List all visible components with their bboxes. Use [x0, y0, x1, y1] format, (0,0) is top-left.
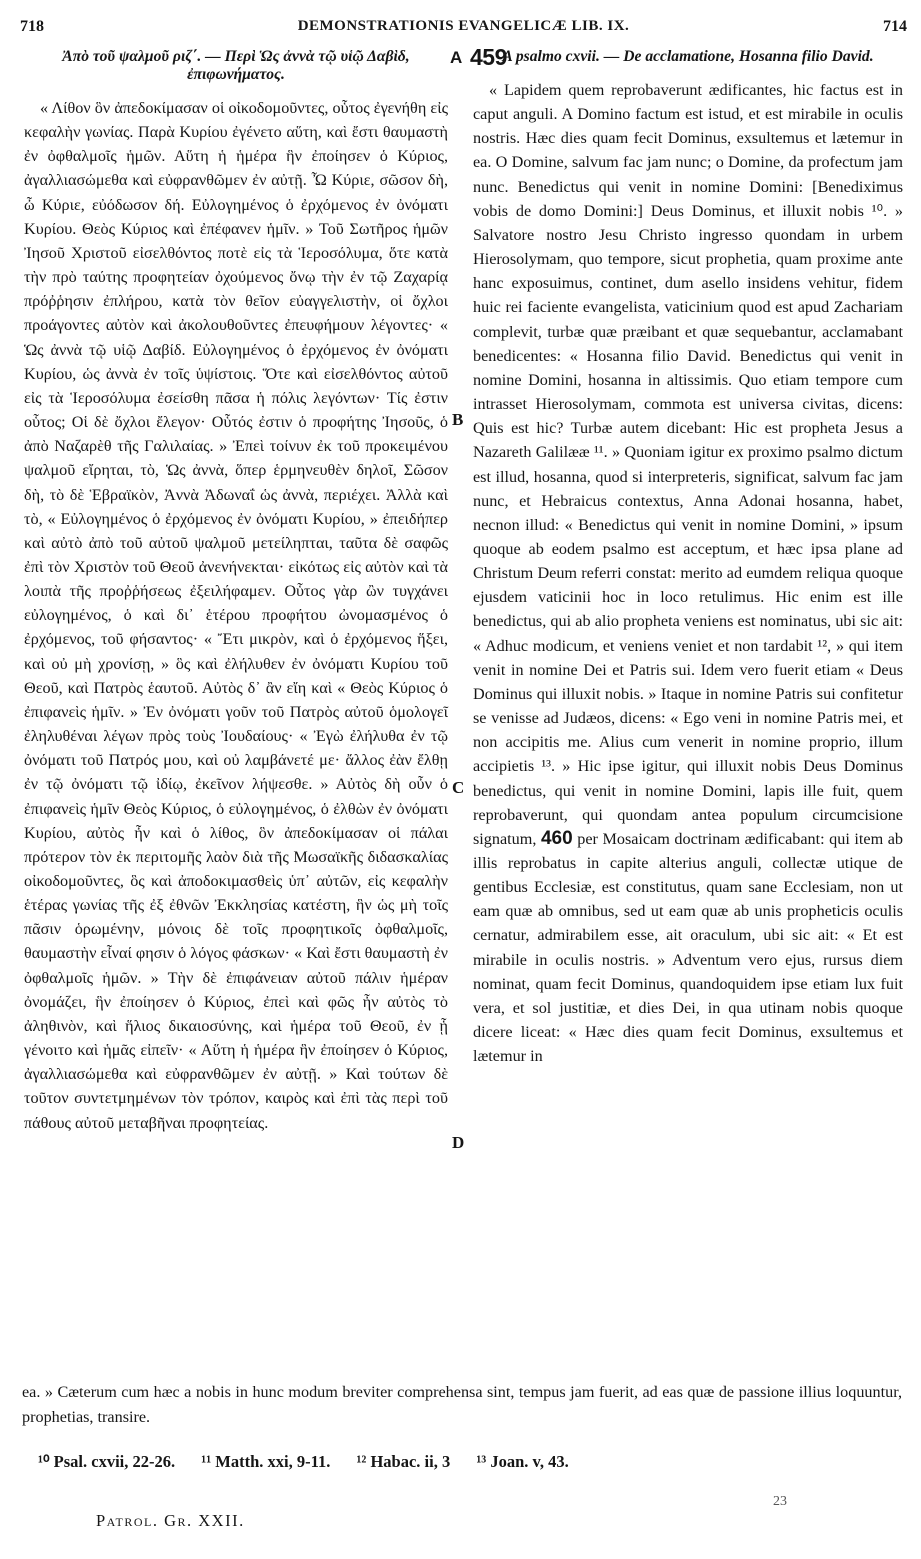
latin-text	[473, 78, 903, 1068]
footnote-12: ¹² Habac. ii, 3	[356, 1452, 451, 1471]
section-marker-a: A	[450, 48, 463, 67]
greek-column	[24, 48, 448, 1135]
footnote-13: ¹³ Joan. v, 43.	[476, 1452, 569, 1471]
signature-mark: 23	[773, 1494, 787, 1509]
greek-heading: Ἀπὸ τοῦ ψαλμοῦ ριζ΄. — Περὶ Ὡς ἀννὰ τῷ υἱῷ Δαβὶδ, ἐπιφωνήματος.	[62, 48, 410, 83]
running-head	[20, 18, 907, 40]
latin-text-continued: ea. » Cæterum cum hæc a nobis in hunc modum breviter comprehensa sint, tempus jam fuerit, ad eas quæ de passione illius loquuntur, prophetias, transire.	[22, 1383, 902, 1426]
latin-column	[473, 48, 903, 1068]
latin-text-part1: « Lapidem quem reprobaverunt ædificantes, hic factus est in caput anguli. A Domino factum est istud, et est mirabile in oculis nostris. Hæc dies quam fecit Dominus, exsultemus et lætemur in ea. O Domine, salvum fac jam nunc; o Domine, da profectum jam nunc. Benedictus qui venit in nomine Domini: [Benediximus vobis de domo Domini:] Deus Dominus, et illuxit nobis ¹⁰. » Salvatore nostro Jesu Christo ingresso quondam in urbem Hierosolymam, quo tempore, sicut prophetia, quam proxime ante hanc exposuimus, continet, dum asello insidens vehitur, fidem huic rei faciente evangelista, vaticinium quod est apud Zachariam complevit, turbæ quæ præibant et quæ sequebantur, acclamabant benedicentes: « Hosanna filio David. Benedictus qui venit in nomine Domini, hosanna in altissimis. Quo etiam tempore cum intrasset Hierosolymam, commota est universa civitas, dicens: Quis est hic? Turbæ autem dicebant: Hic est propheta Jesus a Nazareth Galilææ ¹¹. » Quoniam igitur ex proximo psalmo dictum est illud, hosanna, quod si interpreteris, significat, salvum fac jam nunc, et Hebraicus contextus, Anna Adonai hosanna, habet, necnon illud: « Benedictus qui venit in nomine Domini, » ipsum quoque ab eodem psalmo est acceptum, et hæc ipsa plane ad Christum Deum referri constat: merito ad eumdem reliqua quoque ejusdem vaticinii hoc in loco retulimus. Hic enim est ille benedictus, qui ab alio propheta veniens est nominatus, ubi sic ait: « Adhuc modicum, et veniens veniet et non tardabit ¹², » qui item venit in nomine Dei et Patris sui. Idem vero fuerit etiam « Deus Dominus qui illuxit nobis. » Itaque in nomine Patris sui confitetur se venisse ad Judæos, dicens: « Ego veni in nomine Patris mei, et non accipitis me. Alius cum venerit in nomine proprio, illum accipietis ¹³. » Hic ipse igitur, qui illuxit nobis Deus Dominus benedictus, qui venit in nomine Domini, lapis ille fuit, quem reprobaverunt, qui quondam antea populum circumcisione signatum,	[473, 81, 903, 848]
page-number-right: 714	[883, 18, 907, 35]
page-number-left: 718	[20, 18, 44, 35]
section-marker-b: B	[452, 410, 464, 429]
running-title: DEMONSTRATIONIS EVANGELICÆ LIB. IX.	[297, 18, 630, 34]
greek-text: « Λίθον ὃν ἀπεδοκίμασαν οἱ οἰκοδομοῦντες, οὗτος ἐγενήθη εἰς κεφαλὴν γωνίας. Παρὰ Κυρίου ἐγένετο αὕτη, καὶ ἔστι θαυμαστὴ ἐν ὀφθαλμοῖς ἡμῶν. Αὕτη ἡ ἡμέρα ἣν ἐποίησεν ὁ Κύριος, ἀγαλλιασώμεθα καὶ εὐφρανθῶμεν ἐν αὐτῇ. Ὦ Κύριε, σῶσον δὴ, ὦ Κύριε, εὐόδωσον δή. Εὐλογημένος ὁ ἐρχόμενος ἐν ὀνόματι Κυρίου. Θεὸς Κύριος καὶ ἐπέφανεν ἡμῖν. » Τοῦ Σωτῆρος ἡμῶν Ἰησοῦ Χριστοῦ εἰσελθόντος ποτὲ εἰς τὰ Ἱεροσόλυμα, ὅτε κατὰ τὴν πρὸ ταύτης προφητείαν ὀχούμενος ὄνῳ τὴν ἐν τῷ Ζαχαρίᾳ πρόῤῥησιν ἐπλήρου, κατὰ τὸν θεῖον εὐαγγελιστὴν, οἱ ὄχλοι προάγοντες αὐτὸν καὶ ἀκολουθοῦντες ἐπευφήμουν λέγοντες· « Ὡς ἀννὰ τῷ υἱῷ Δαβίδ. Εὐλογημένος ὁ ἐρχόμενος ἐν ὀνόματι Κυρίου, ὡς ἀννὰ ἐν τοῖς ὑψίστοις. Ὅτε καὶ εἰσελθόντος αὐτοῦ εἰς τὰ Ἱεροσόλυμα ἐσείσθη πᾶσα ἡ πόλις λεγόντων· Τίς ἐστιν οὗτος; Οἱ δὲ ὄχλοι ἔλεγον· Οὗτός ἐστιν ὁ προφήτης Ἰησοῦς, ὁ ἀπὸ Ναζαρὲθ τῆς Γαλιλαίας. » Ἐπεὶ τοίνυν ἐκ τοῦ προκειμένου ψαλμοῦ εἴρηται, τὸ, Ὡς ἀννὰ, ὅπερ ἑρμηνευθὲν δηλοῖ, Σῶσον δὴ, τὸ δὲ Ἑβραϊκὸν, Ἀννὰ Ἀδωναΐ ὡς ἀννὰ, περιέχει. Ἀλλὰ καὶ τὸ, « Εὐλογημένος ὁ ἐρχόμενος ἐν ὀνόματι Κυρίου, » ἐπειδήπερ καὶ αὐτὸ ἀπὸ τοῦ αὐτοῦ ψαλμοῦ μετείληπται, ταῦτα δὲ σαφῶς ἐπὶ τὸν Χριστὸν τοῦ Θεοῦ ἀνενήνεκται· εἰκότως εἰς αὐτὸν καὶ τὰ λοιπὰ τῆς προῤῥήσεως ἐξειλήφαμεν. Οὗτος γὰρ ὢν τυγχάνει εὐλογημένος, ὁ καὶ δι᾽ ἑτέρου προφήτου ὠνομασμένος ὁ ἐρχόμενος, τοῦ φήσαντος· « Ἔτι μικρὸν, καὶ ὁ ἐρχόμενος ἥξει, καὶ οὐ μὴ χρονίσῃ, » ὃς καὶ ἐλήλυθεν ἐν ὀνόματι Κυρίου τοῦ Θεοῦ, καὶ Πατρὸς ἑαυτοῦ. Αὐτὸς δ᾽ ἂν εἴη καὶ « Θεὸς Κύριος ὁ ἐπιφανεὶς ἡμῖν. » Ἐν ὀνόματι γοῦν τοῦ Πατρὸς αὐτοῦ ὁμολογεῖ ἐληλυθέναι λέγων πρὸς τοὺς Ἰουδαίους· « Ἐγὼ ἐλήλυθα ἐν τῷ ὀνόματι τοῦ Πατρός μου, καὶ οὐ λαμβάνετέ με· ἄλλος ἐὰν ἔλθῃ ἐν τῷ ὀνόματι τῷ ἰδίῳ, ἐκεῖνον λήψεσθε. » Αὐτὸς δὴ οὖν ὁ ἐπιφανεὶς ἡμῖν Θεὸς Κύριος, ὁ εὐλογημένος, ὁ ἐλθὼν ἐν ὀνόματι Κυρίου, αὐτὸς ἦν καὶ ὁ λίθος, ὃν ἀπεδοκίμασαν οἱ πάλαι πρότερον τὸν ἐκ περιτομῆς λαὸν διὰ τῆς Μωσαϊκῆς διδασκαλίας οἰκοδομοῦντες, ὃς καὶ ἀποδοκιμασθεὶς ὑπ᾽ αὐτῶν, εἰς κεφαλὴν ἑτέρας γωνίας τῆς ἐξ ἐθνῶν Ἐκκλησίας κατέστη, ἣν ὡς μὴ τοῖς πᾶσιν ὁρωμένην, μόνοις δὲ τοῖς προφητικοῖς ὀφθαλμοῖς, θαυμαστὴν εἶναί φησιν ὁ λόγος φάσκων· « Καὶ ἔστι θαυμαστὴ ἐν ὀφθαλμοῖς ἡμῶν. » Τὴν δὲ ἐπιφάνειαν αὐτοῦ πάλιν ἡμέραν ὀνομάζει, ἣν ἐποίησεν ὁ Κύριος, ἐπεὶ καὶ φῶς ἦν αὐτὸς τὸ ἀληθινὸν, καὶ ἥλιος δικαιοσύνης, καὶ ἡμέρα τοῦ Θεοῦ, ἐν ᾗ γένοιτο καὶ ἡμᾶς εἰπεῖν· « Αὕτη ἡ ἡμέρα ἣν ἐποίησεν ὁ Κύριος, ἀγαλλιασώμεθα καὶ εὐφρανθῶμεν ἐν αὐτῇ. » Καὶ τούτων δὲ τοῦτον συντετμημένων τὸν τρόπον, καιρὸς καὶ ἐπὶ τὰς περὶ τοῦ πάθους αὐτοῦ μεταβῆναι προφητείας.	[24, 99, 448, 1132]
column-number-459: 459	[470, 44, 507, 70]
column-number-460: 460	[540, 827, 573, 849]
collection-footer: Patrol. Gr. XXII.	[96, 1511, 245, 1530]
footnote-10: ¹⁰ Psal. cxvii, 22-26.	[38, 1452, 176, 1471]
footnotes	[38, 1452, 898, 1472]
section-marker-c: C	[452, 778, 465, 797]
section-marker-d: D	[452, 1133, 465, 1152]
latin-heading: A psalmo cxvii. — De acclamatione, Hosanna filio David.	[502, 48, 874, 65]
latin-text-part2: per Mosaicam doctrinam ædificabant: qui item ab illis reprobatus in capite alterius anguli, collectæ utique de gentibus Ecclesiæ, est constitutus, quam sane Ecclesiam, non ut eam quæ ab omnibus, sed ut eam quæ ab unis propheticis oculis cernatur, admirabilem esse, ait oraculum, ubi sic ait: « Et est mirabile in oculis nostris. » Adventum vero ejus, rursus diem nominat, quam fecit Dominus, quandoquidem ipse etiam lux fuit vera, et sol justitiæ, et dies Dei, in qua utinam nobis quoque dicere liceat: « Hæc dies quam fecit Dominus, exsultemus et lætemur in	[473, 829, 904, 1066]
footnote-11: ¹¹ Matth. xxi, 9-11.	[201, 1452, 331, 1471]
